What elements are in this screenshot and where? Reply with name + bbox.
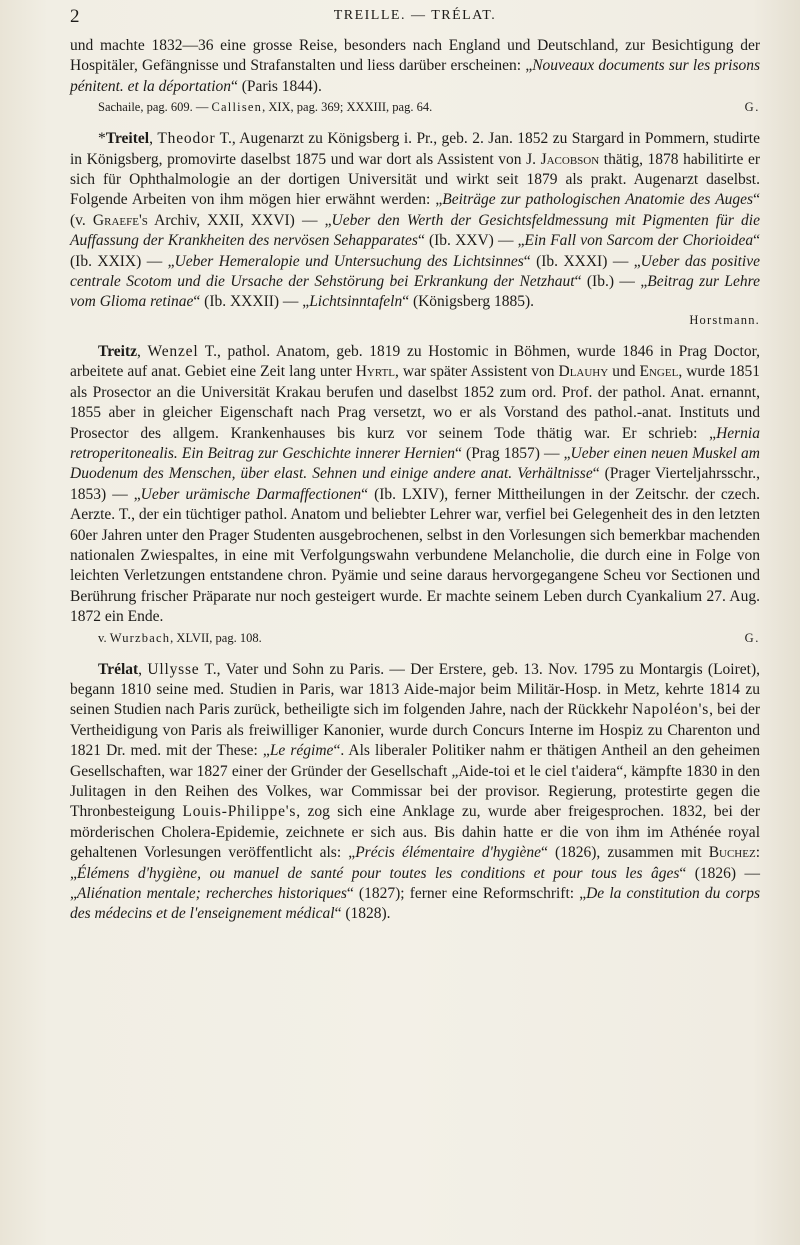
page-header — [70, 6, 760, 32]
continuation-sources: Sachaile, pag. 609. — Callisen, XIX, pag. 369; XXXIII, pag. 64. G. — [70, 98, 760, 117]
entry-treitz: Treitz, Wenzel T., pathol. Anatom, geb. 1819 zu Hostomic in Böhmen, wurde 1846 in Prag Doctor, arbeitete auf anat. Gebiet eine Zeit lang unter Hyrtl, war später Assistent von Dlauhy und Engel, wurde 1851 als Prosector an die Universität Krakau berufen und daselbst 1852 zum ord. Prof. der pathol. Anat. ernannt, 1855 aber in gleicher Eigenschaft nach Prag versetzt, wo er als Vorstand des pathol.-anat. Instituts und Prosector des allgem. Krankenhauses bis kurz vor seinem Tode thätig war. Er schrieb: „Hernia retroperitonealis. Ein Beitrag zur Geschichte innerer Hernien“ (Prag 1857) — „Ueber einen neuen Muskel am Duodenum des Menschen, über elast. Sehnen und einige andere anat. Verhältnisse“ (Prager Vierteljahrsschr., 1853) — „Ueber urämische Darmaffectionen“ (Ib. LXIV), ferner Mittheilungen in der Zeitschr. der czech. Aerzte. T., der ein tüchtiger pathol. Anatom und beliebter Lehrer war, verfiel bei Gelegenheit des in den letzten 60er Jahren unter den Prager Studenten ausgebrochenen, selbst in den Vorlesungen sich bemerkbar machenden nationalen Zwiespaltes, in eine mit Verfolgungswahn verbundene Melancholie, die durch eine in Folge von leichten Verletzungen entstandene chron. Pyämie und seine daraus hervorgegangene Scheu vor Sectionen und Berührung frischer Präparate nur noch gesteigert wurde. Er machte seinem Leben durch Cyankalium 27. Aug. 1872 ein Ende. — [70, 342, 761, 626]
entry-trelat: Trélat, Ullysse T., Vater und Sohn zu Paris. — Der Erstere, geb. 13. Nov. 1795 zu Montargis (Loiret), begann 1810 seine med. Studien in Paris, war 1813 Aide-major beim Militär-Hosp. in Metz, kehrte 1814 zu seinen Studien nach Paris zurück, betheiligte sich im folgenden Jahre, nach der Rückkehr Napoléon's, bei der Vertheidigung von Paris als freiwilliger Kanonier, wurde durch Concurs Interne im Hospiz zu Charenton und 1821 Dr. med. mit der These: „Le régime“. Als liberaler Politiker nahm er thätigen Antheil an den geheimen Gesellschaften, war 1827 einer der Gründer der Gesellschaft „Aide-toi et le ciel t'aidera“, kämpfte 1830 in den Julitagen in den Reihen des Volkes, war Commissar bei der provisor. Regierung, protestirte gegen die Thronbesteigung Louis-Philippe's, zog sich eine Anklage zu, wurde aber freigesprochen. 1832, bei der mörderischen Cholera-Epidemie, zeichnete er sich aus. Bis dahin hatte er die von ihm im Athénée royal gehaltenen Vorlesungen veröffentlicht als: „Précis élémentaire d'hygiène“ (1826), zusammen mit Buchez: „Élémens d'hygiène, ou manuel de santé pour toutes les conditions et pour tous les âges“ (1826) — „Aliénation mentale; recherches historiques“ (1827); ferner eine Reformschrift: „De la constitution du corps des médecins et de l'enseignement médical“ (1828). — [70, 660, 761, 923]
entry-headword: Treitz — [98, 342, 138, 360]
entry-headword: Treitel — [105, 130, 150, 148]
signature: G. — [744, 630, 760, 645]
entry-treitz-sources: v. Wurzbach, XLVII, pag. 108. G. — [70, 629, 760, 648]
signature: G. — [744, 100, 760, 115]
page-number: 2 — [70, 6, 80, 27]
running-head: TREILLE. — TRÉLAT. — [333, 8, 497, 23]
page-body — [70, 36, 760, 925]
continuation-paragraph: und machte 1832—36 eine grosse Reise, besonders nach England und Deutschland, zur Besichtigung der Hospitäler, Gefängnisse und Strafanstalten und liess darüber erscheinen: „Nouveaux documents sur les prisons pénitent. et la déportation“ (Paris 1844). — [70, 37, 761, 95]
entry-headword: Trélat — [98, 660, 139, 678]
entry-treitel: *Treitel, Theodor T., Augenarzt zu Königsberg i. Pr., geb. 2. Jan. 1852 zu Stargard in Pommern, studirte in Königsberg, promovirte daselbst 1875 und war dort als Assistent von J. Jacobson thätig, 1878 habilitirte er sich für Ophthalmologie an der dortigen Universität und wirkt seit 1879 als prakt. Augenarzt daselbst. Folgende Arbeiten von ihm mögen hier erwähnt werden: „Beiträge zur pathologischen Anatomie des Auges“ (v. Graefe's Archiv, XXII, XXVI) — „Ueber den Werth der Gesichtsfeldmessung mit Pigmenten für die Auffassung der Krankheiten des nervösen Sehapparates“ (Ib. XXV) — „Ein Fall von Sarcom der Chorioidea“ (Ib. XXIX) — „Ueber Hemeralopie und Untersuchung des Lichtsinnes“ (Ib. XXXI) — „Ueber das positive centrale Scotom und die Ursache der Sehstörung bei Erkrankung der Netzhaut“ (Ib.) — „Beitrag zur Lehre vom Glioma retinae“ (Ib. XXXII) — „Lichtsinntafeln“ (Königsberg 1885). — [70, 130, 761, 311]
entry-treitel-signature: Horstmann. — [689, 312, 760, 327]
